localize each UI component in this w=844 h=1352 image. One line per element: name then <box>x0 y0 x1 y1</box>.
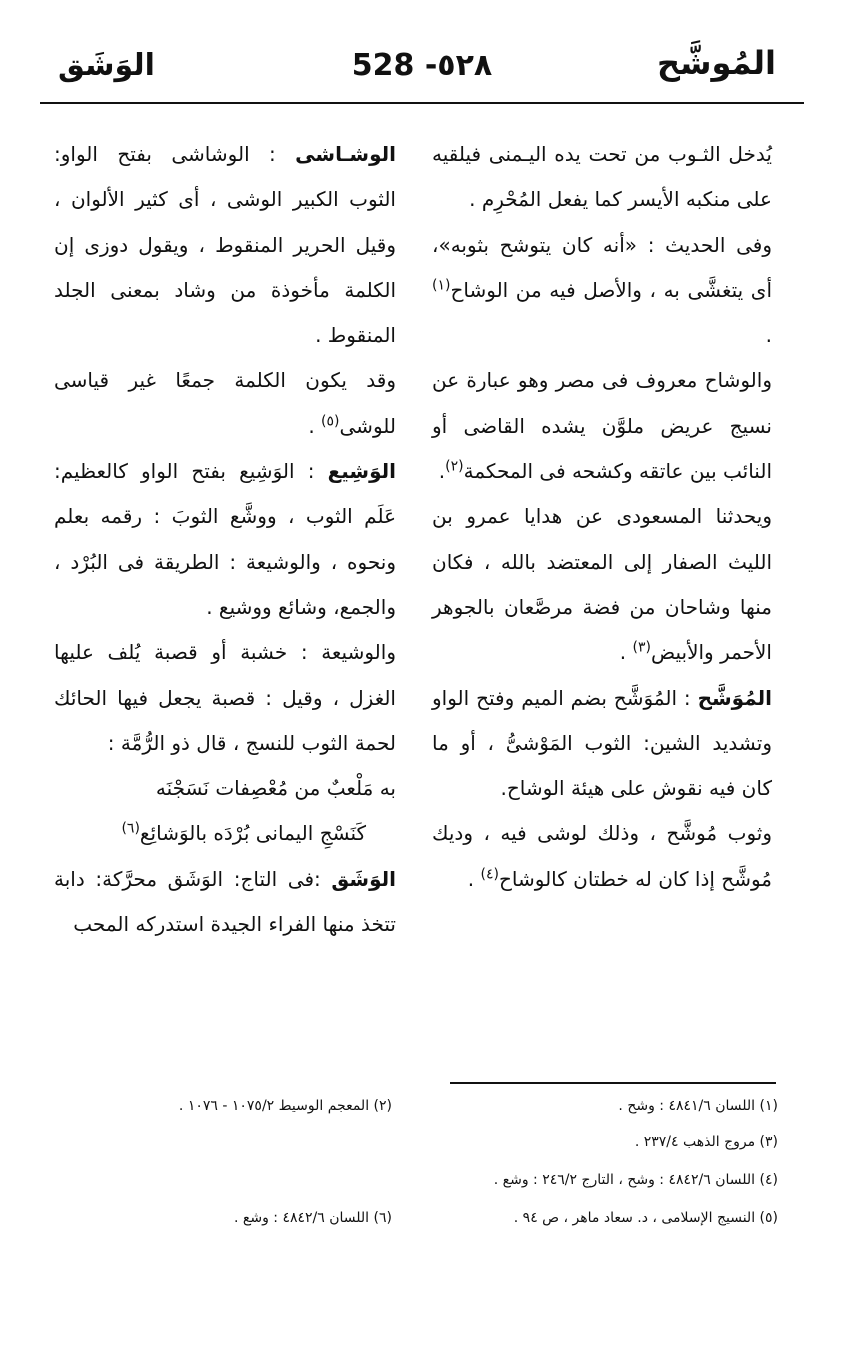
paragraph-tail: . <box>765 323 772 348</box>
footnote-6: (٦) اللسان ٤٨٤٢/٦ : وشع . <box>234 1210 392 1226</box>
entry-paragraph <box>54 132 396 358</box>
verse-text: به مَلْعبٌ من مُعْصِفات نَسَجْنَه <box>155 776 396 801</box>
verse-text: كَنَسْجِ اليمانى بُرْدَه بالوَشائِع <box>139 821 366 846</box>
footnote-5: (٥) النسيج الإسلامى ، د. سعاد ماهر ، ص ٩٤ . <box>513 1210 778 1226</box>
footnote-1: (١) اللسان ٤٨٤١/٦ : وشح . <box>618 1098 778 1114</box>
footnote-rule <box>450 1082 776 1084</box>
paragraph <box>432 223 772 359</box>
footnote-ref: (٤) <box>480 866 499 883</box>
left-column <box>54 132 396 947</box>
paragraph <box>432 494 772 675</box>
paragraph-text: : الوشاشى بفتح الواو: الثوب الكبير الوشى ، أى كثير الألوان ، وقيل الحرير المنقوط ، ويقول دوزى إن الكلمة مأخوذة من وشاد بمعنى الجلد المنقوط . <box>54 142 396 348</box>
footnote-ref: (١) <box>432 277 451 294</box>
paragraph-text: : المُوَشَّح بضم الميم وفتح الواو وتشديد الشين: الثوب المَوْشىُّ ، أو ما كان فيه نقوش على هيئة الوشاح. <box>432 685 772 801</box>
paragraph-tail: . <box>438 459 446 484</box>
paragraph <box>432 358 772 494</box>
entry-headword: المُوَشَّح <box>697 685 772 710</box>
entry-paragraph <box>432 676 772 812</box>
running-head-left: الوَشَق <box>58 48 155 83</box>
paragraph-tail: . <box>619 640 633 665</box>
paragraph-tail: . <box>467 866 481 891</box>
entry-paragraph <box>54 449 396 630</box>
paragraph-text: وفى الحديث : «أنه كان يتوشح بثوبه»، أى يتغشَّى به ، والأصل فيه من الوشاح <box>432 232 772 302</box>
page-number: 528 -٥٢٨ <box>351 48 493 83</box>
paragraph-text: ويحدثنا المسعودى عن هدايا عمرو بن الليث الصفار إلى المعتضد بالله ، فكان منها وشاحان من فضة مرصَّعان بالجوهر الأحمر والأبيض <box>432 504 772 665</box>
paragraph-text: والوشاح معروف فى مصر وهو عبارة عن نسيج عريض ملوَّن يشده القاضى أو النائب بين عاتقه وكشحه فى المحكمة <box>432 368 772 484</box>
footnote-ref: (٦) <box>121 820 140 837</box>
paragraph <box>54 630 396 766</box>
footnote-ref: (٥) <box>321 413 340 430</box>
right-column <box>432 132 772 902</box>
paragraph-text: : الوَشِيع بفتح الواو كالعظيم: عَلَم الثوب ، ووشَّع الثوبَ : رقمه بعلم ونحوه ، والوشيعة : الطريقة فى البُرْد ، والجمع، وشائع ووشيع . <box>54 459 396 619</box>
footnote-3: (٣) مروج الذهب ٢٣٧/٤ . <box>634 1134 778 1150</box>
paragraph-text: وقد يكون الكلمة جمعًا غير قياسى للوشى <box>54 368 396 438</box>
paragraph-text: والوشيعة : خشبة أو قصبة يُلف عليها الغزل ، وقيل : قصبة يجعل فيها الحائك لحمة الثوب للنسج ، قال ذو الرُّمَّة : <box>54 640 396 755</box>
entry-headword: الوَشِيع <box>327 459 396 484</box>
entry-paragraph <box>54 857 396 948</box>
footnote-2: (٢) المعجم الوسيط ١٠٧٥/٢ - ١٠٧٦ . <box>178 1098 392 1114</box>
page-header <box>40 40 804 100</box>
running-head-right: المُوشَّح <box>656 44 776 82</box>
paragraph <box>432 132 772 223</box>
paragraph-text: :فى التاج: الوَشَق محرَّكة: دابة تتخذ منها الفراء الجيدة استدركه المحب <box>54 866 396 937</box>
footnote-ref: (٣) <box>632 639 651 656</box>
entry-headword: الوشـاشى <box>295 142 396 166</box>
paragraph-text: وثوب مُوشَّح ، وذلك لوشى فيه ، وديك مُوشَّح إذا كان له خطتان كالوشاح <box>432 821 772 891</box>
verse-line-2 <box>54 811 396 856</box>
paragraph <box>432 811 772 902</box>
paragraph-tail: . <box>308 413 322 438</box>
paragraph-text: يُدخل الثـوب من تحت يده اليـمنى فيلقيه على منكبه الأيسر كما يفعل المُحْرِم . <box>432 142 772 212</box>
footnote-4: (٤) اللسان ٤٨٤٢/٦ : وشح ، التارج ٢٤٦/٢ : وشع . <box>493 1172 778 1188</box>
footnote-ref: (٢) <box>445 458 464 475</box>
entry-headword: الوَشَق <box>331 866 396 891</box>
header-rule <box>40 102 804 104</box>
verse-line-1 <box>54 766 396 811</box>
paragraph <box>54 358 396 449</box>
